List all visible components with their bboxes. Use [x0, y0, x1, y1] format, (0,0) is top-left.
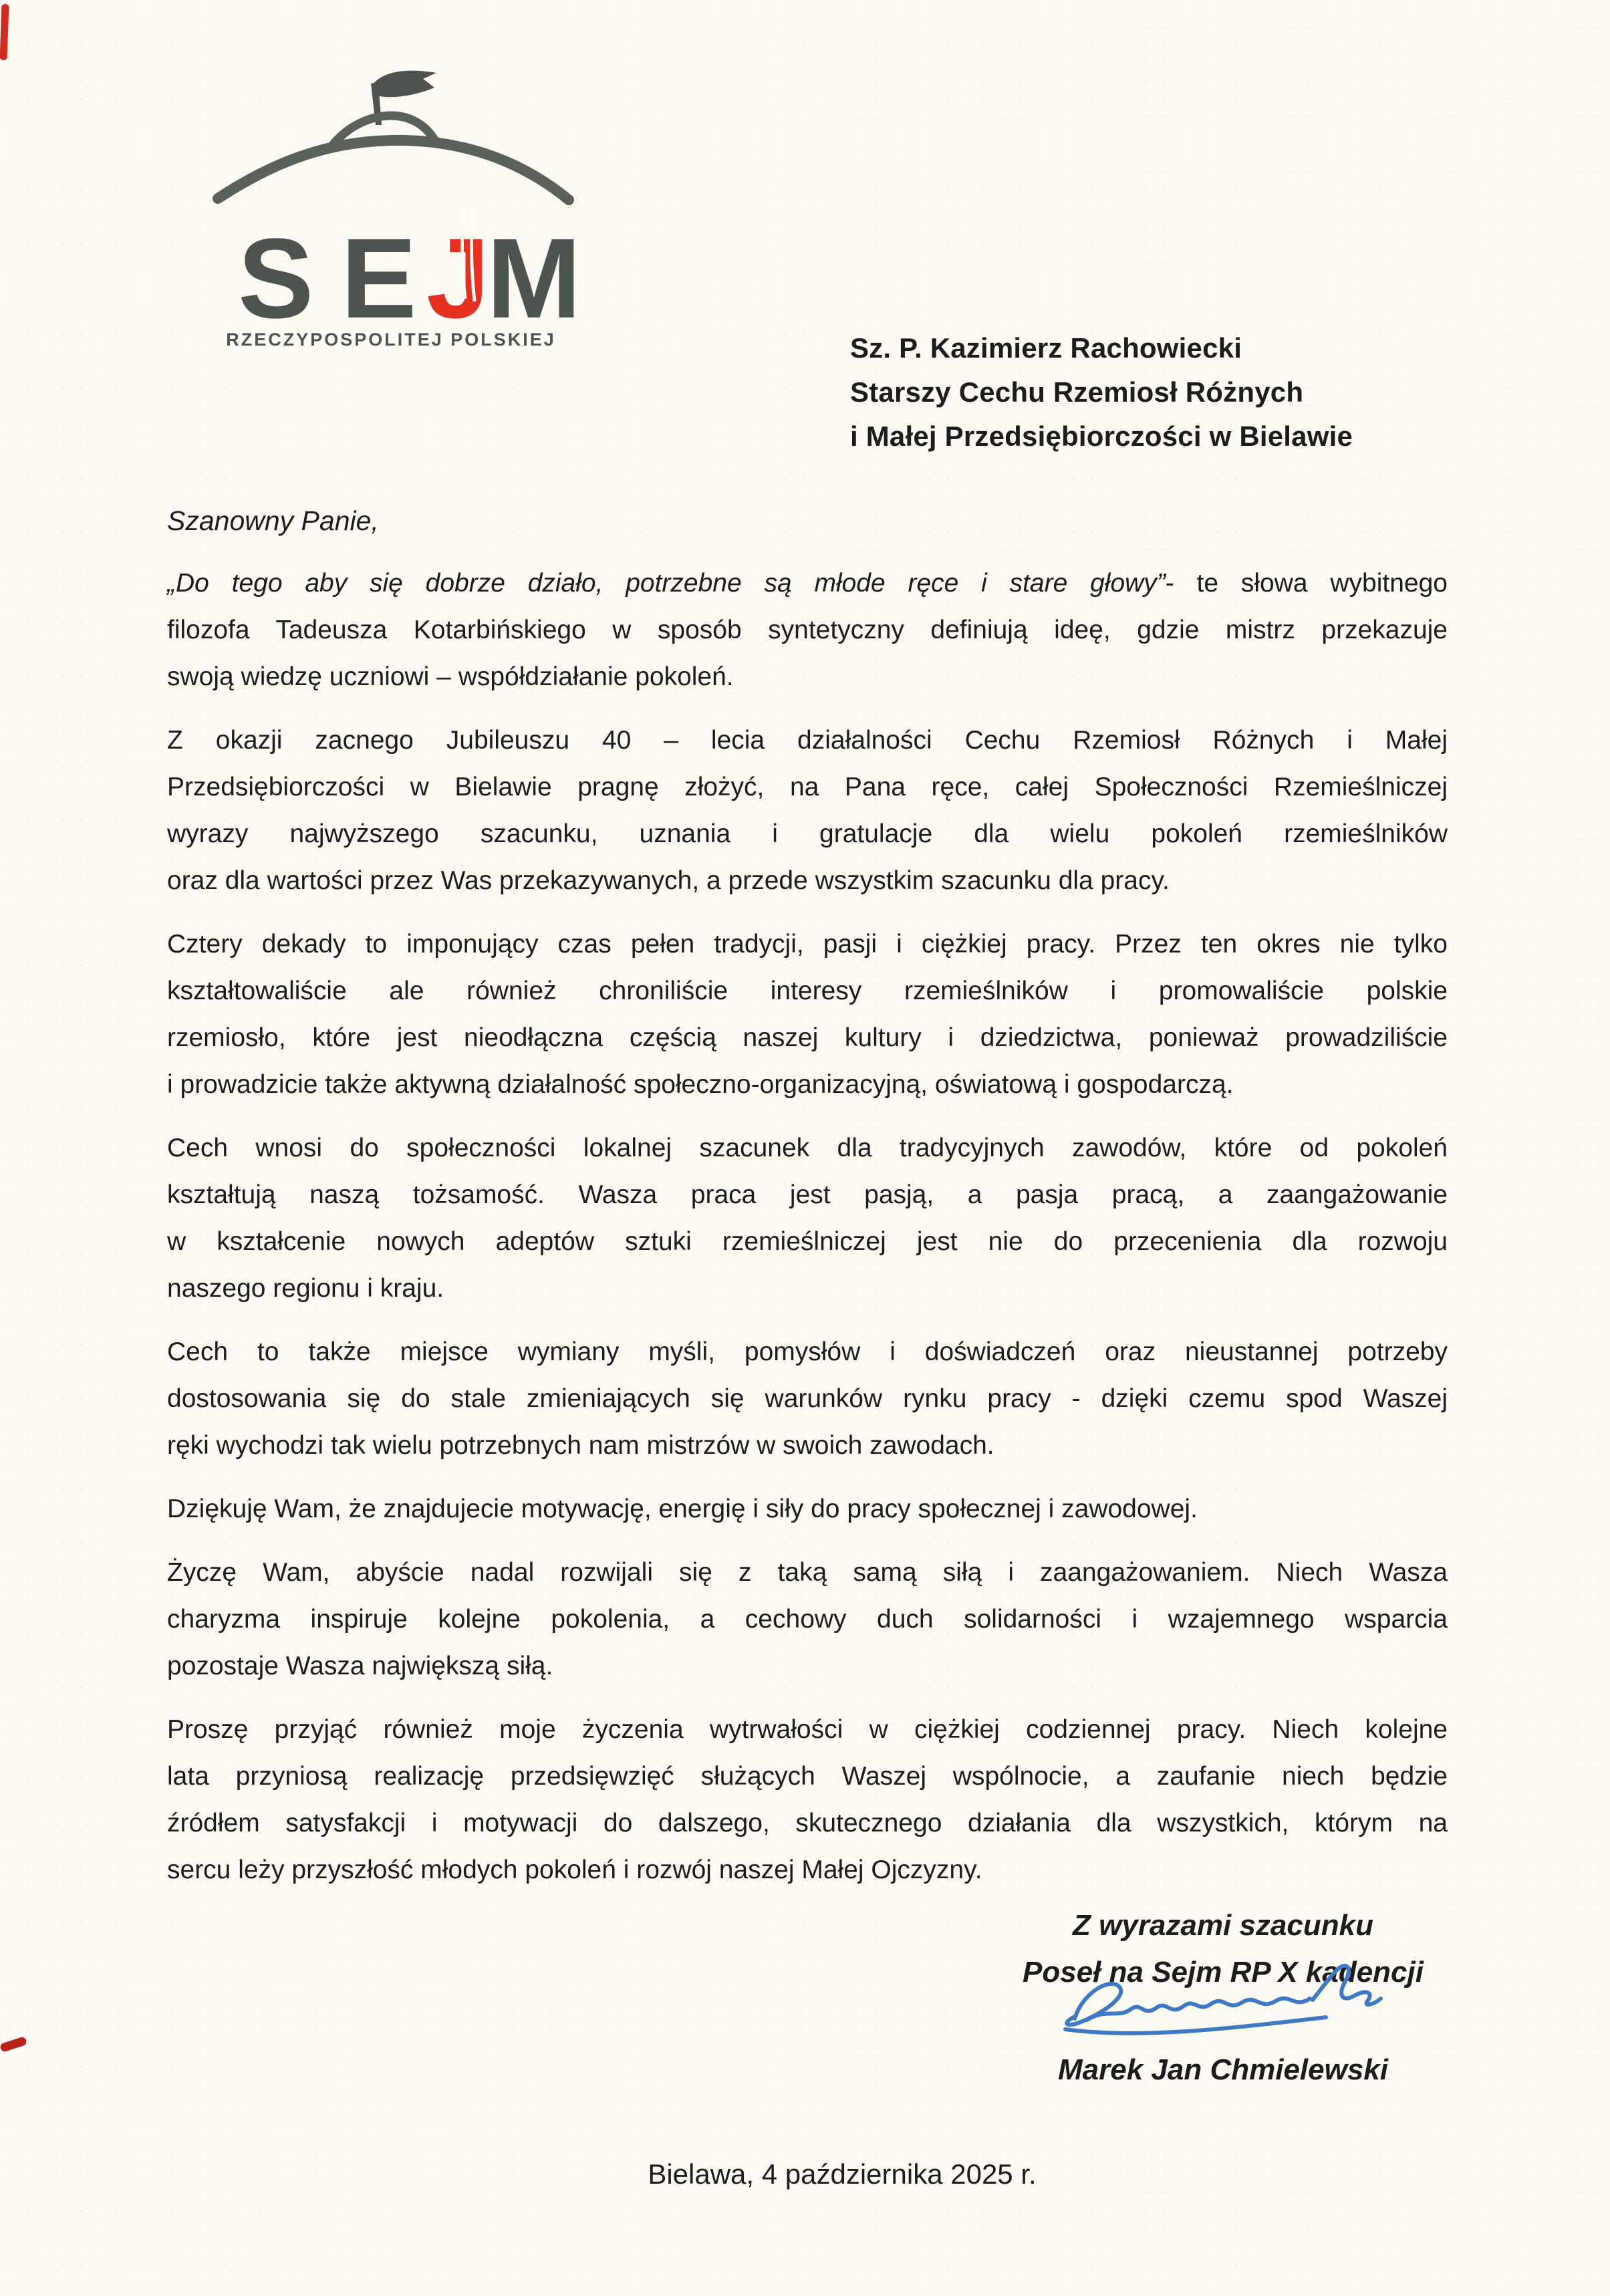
paragraph-line: i prowadzicie także aktywną działalność społeczno-organizacyjną, oświatową i gospodarczą.: [167, 1070, 1234, 1099]
paragraph-line: pozostaje Wasza największą siłą.: [167, 1652, 553, 1680]
scan-artifact-red-top: [0, 4, 9, 60]
paragraph-line: ręki wychodzi tak wielu potrzebnych nam mistrzów w swoich zawodach.: [167, 1431, 994, 1460]
flag-icon: [372, 71, 436, 97]
paragraph-line: źródłem satysfakcji i motywacji do dalszego, skutecznego działania dla wszystkich, którym na: [167, 1809, 1448, 1837]
dateline: Bielawa, 4 października 2025 r.: [648, 2158, 1037, 2190]
dome-base-arc: [218, 140, 569, 200]
paragraph-line: Z okazji zacnego Jubileuszu 40 – lecia działalności Cechu Rzemiosł Różnych i Małej: [167, 726, 1448, 755]
paragraph-line: charyzma inspiruje kolejne pokolenia, a cechowy duch solidarności i wzajemnego wsparcia: [167, 1605, 1448, 1634]
wordmark-letter-m: M: [487, 215, 581, 342]
paragraph-line: lata przyniosą realizację przedsięwzięć służących Waszej wspólnocie, a zaufanie niech będzie: [167, 1762, 1448, 1791]
paragraph: [167, 1329, 1448, 1469]
paragraph: [167, 1706, 1448, 1894]
addressee-line: i Małej Przedsiębiorczości w Bielawie: [850, 420, 1353, 452]
paragraph-line: naszego regionu i kraju.: [167, 1274, 444, 1303]
paragraphs-container: [167, 717, 1448, 1894]
paragraph-line: wyrazy najwyższego szacunku, uznania i gratulacje dla wielu pokoleń rzemieślników: [167, 819, 1448, 848]
quote-tail: - te słowa wybitnego: [1165, 569, 1448, 598]
paragraph-line: oraz dla wartości przez Was przekazywanych, a przede wszystkim szacunku dla pracy.: [167, 866, 1170, 895]
wordmark-letter-j-red: J: [426, 215, 490, 342]
addressee-block: [850, 326, 1353, 459]
scan-artifact-red-bottom: [0, 2036, 27, 2053]
paragraph: [167, 1125, 1448, 1312]
signature-strokes: [1065, 1966, 1381, 2033]
closing-title: Poseł na Sejm RP X kadencji: [1023, 1956, 1424, 1989]
paragraph-line: sercu leży przyszłość młodych pokoleń i rozwój naszej Małej Ojczyzny.: [167, 1856, 982, 1884]
paragraph: [167, 921, 1448, 1108]
paragraph-line: Proszę przyjąć również moje życzenia wytrwałości w ciężkiej codziennej pracy. Niech kolejne: [167, 1715, 1448, 1744]
paragraph: [167, 717, 1448, 904]
paragraph-line: Cech wnosi do społeczności lokalnej szacunek dla tradycyjnych zawodów, które od pokoleń: [167, 1134, 1448, 1162]
paragraph-line: kształtują naszą tożsamość. Wasza praca jest pasją, a pasja pracą, a zaangażowanie: [167, 1180, 1448, 1209]
paragraph: [167, 1549, 1448, 1690]
salutation: Szanowny Panie,: [167, 505, 379, 536]
wordmark-letter-e: E: [341, 215, 417, 342]
paragraph-line: Cech to także miejsce wymiany myśli, pomysłów i doświadczeń oraz nieustannej potrzeby: [167, 1337, 1448, 1366]
addressee-line: Sz. P. Kazimierz Rachowiecki: [850, 332, 1242, 364]
paragraph-line: kształtowaliście ale również chroniliście interesy rzemieślników i promowaliście polskie: [167, 977, 1448, 1005]
letter-body: [167, 560, 1448, 1910]
wordmark-letter-s: S: [238, 215, 314, 342]
signatory-name: Marek Jan Chmielewski: [1057, 2053, 1388, 2086]
paragraph-line: dostosowania się do stale zmieniających się warunków rynku pracy - dzięki czemu spod Waszej: [167, 1384, 1448, 1413]
paragraph-line: rzemiosło, które jest nieodłączna częścią naszej kultury i dziedzictwa, ponieważ prowadziliście: [167, 1023, 1448, 1052]
paragraph-line: Dziękuję Wam, że znajdujecie motywację, energię i siły do pracy społecznej i zawodowej.: [167, 1495, 1198, 1523]
paragraph: [167, 1486, 1448, 1533]
logo-subtitle: RZECZYPOSPOLITEJ POLSKIEJ: [226, 330, 556, 350]
addressee-line: Starszy Cechu Rzemiosł Różnych: [850, 376, 1304, 408]
sejm-logo: [200, 37, 581, 351]
paragraph-line: Życzę Wam, abyście nadal rozwijali się z taką samą siłą i zaangażowaniem. Niech Wasza: [167, 1558, 1448, 1587]
quote-text: „Do tego aby się dobrze działo, potrzebne są młode ręce i stare głowy”: [167, 569, 1166, 598]
signature-handwriting: [1043, 1957, 1417, 2051]
paragraph-line: w kształcenie nowych adeptów sztuki rzemieślniczej jest nie do przecenienia dla rozwoju: [167, 1227, 1448, 1256]
paragraph-line: swoją wiedzę uczniowi – współdziałanie pokoleń.: [167, 662, 734, 691]
paragraph-line: Cztery dekady to imponujący czas pełen tradycji, pasji i ciężkiej pracy. Przez ten okres nie tylko: [167, 930, 1448, 959]
closing-phrase: Z wyrazami szacunku: [1073, 1909, 1373, 1942]
paragraph-line: filozofa Tadeusza Kotarbińskiego w sposób syntetyczny definiują ideę, gdzie mistrz przekazuje: [167, 616, 1448, 644]
quote-paragraph: [167, 560, 1448, 700]
paragraph-line: Przedsiębiorczości w Bielawie pragnę złożyć, na Pana ręce, całej Społeczności Rzemieślniczej: [167, 773, 1448, 801]
sejm-dome-icon: [200, 37, 581, 351]
paragraph-line: [167, 560, 1448, 607]
